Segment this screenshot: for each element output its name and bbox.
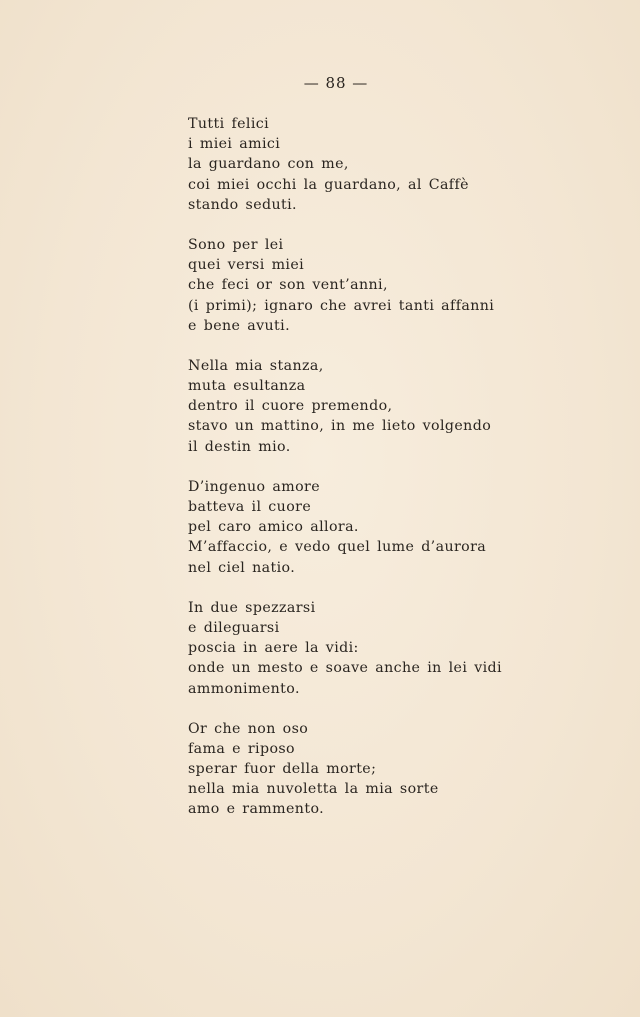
poem-line: Tutti felici xyxy=(188,116,270,132)
poem-line: nel ciel natio. xyxy=(188,559,296,576)
poem-line: M’affaccio, e vedo quel lume d’aurora xyxy=(188,539,487,556)
poem-line: dentro il cuore premendo, xyxy=(188,398,393,415)
poem-line: che feci or son vent’anni, xyxy=(188,277,388,294)
poem-line: il destin mio. xyxy=(188,438,291,455)
poem-line: (i primi); ignaro che avrei tanti affanni xyxy=(188,297,495,314)
poem-line: batteva il cuore xyxy=(188,499,312,515)
poem-line: In due spezzarsi xyxy=(188,599,316,616)
poem-line: e bene avuti. xyxy=(188,317,290,334)
poem-line: pel caro amico allora. xyxy=(188,519,359,536)
poem-line: onde un mesto e soave anche in lei vidi xyxy=(188,660,502,677)
poem-line: coi miei occhi la guardano, al Caffè xyxy=(188,176,469,193)
stanza-3 xyxy=(188,356,492,457)
poem-line: la guardano con me, xyxy=(188,156,349,173)
stanza-2 xyxy=(188,235,495,336)
poem-line: Or che non oso xyxy=(188,720,309,737)
poem-line: fama e riposo xyxy=(188,740,296,757)
poem-line: Sono per lei xyxy=(188,236,284,253)
poem-line: e dileguarsi xyxy=(188,619,280,636)
stanza-4 xyxy=(188,477,488,578)
poem-line: D’ingenuo amore xyxy=(188,478,320,495)
stanza-5 xyxy=(188,598,502,699)
poem-line: muta esultanza xyxy=(188,378,306,395)
poem-line: amo e rammento. xyxy=(188,801,325,818)
poem-line: ammonimento. xyxy=(188,680,300,697)
poem-line: sperar fuor della morte; xyxy=(188,761,377,778)
poem-line: poscia in aere la vidi: xyxy=(188,640,359,657)
stanza-1 xyxy=(188,114,488,215)
poem-line: nella mia nuvoletta la mia sorte xyxy=(188,781,439,798)
poem-line: stando seduti. xyxy=(188,196,297,213)
poem xyxy=(188,114,502,840)
poem-line: stavo un mattino, in me lieto volgendo xyxy=(188,418,492,435)
poem-line: Nella mia stanza, xyxy=(188,357,324,374)
stanza-6 xyxy=(188,719,488,820)
page-number: — 88 — xyxy=(303,74,369,92)
poem-line: i miei amici xyxy=(188,136,281,153)
poem-line: quei versi miei xyxy=(188,257,305,274)
